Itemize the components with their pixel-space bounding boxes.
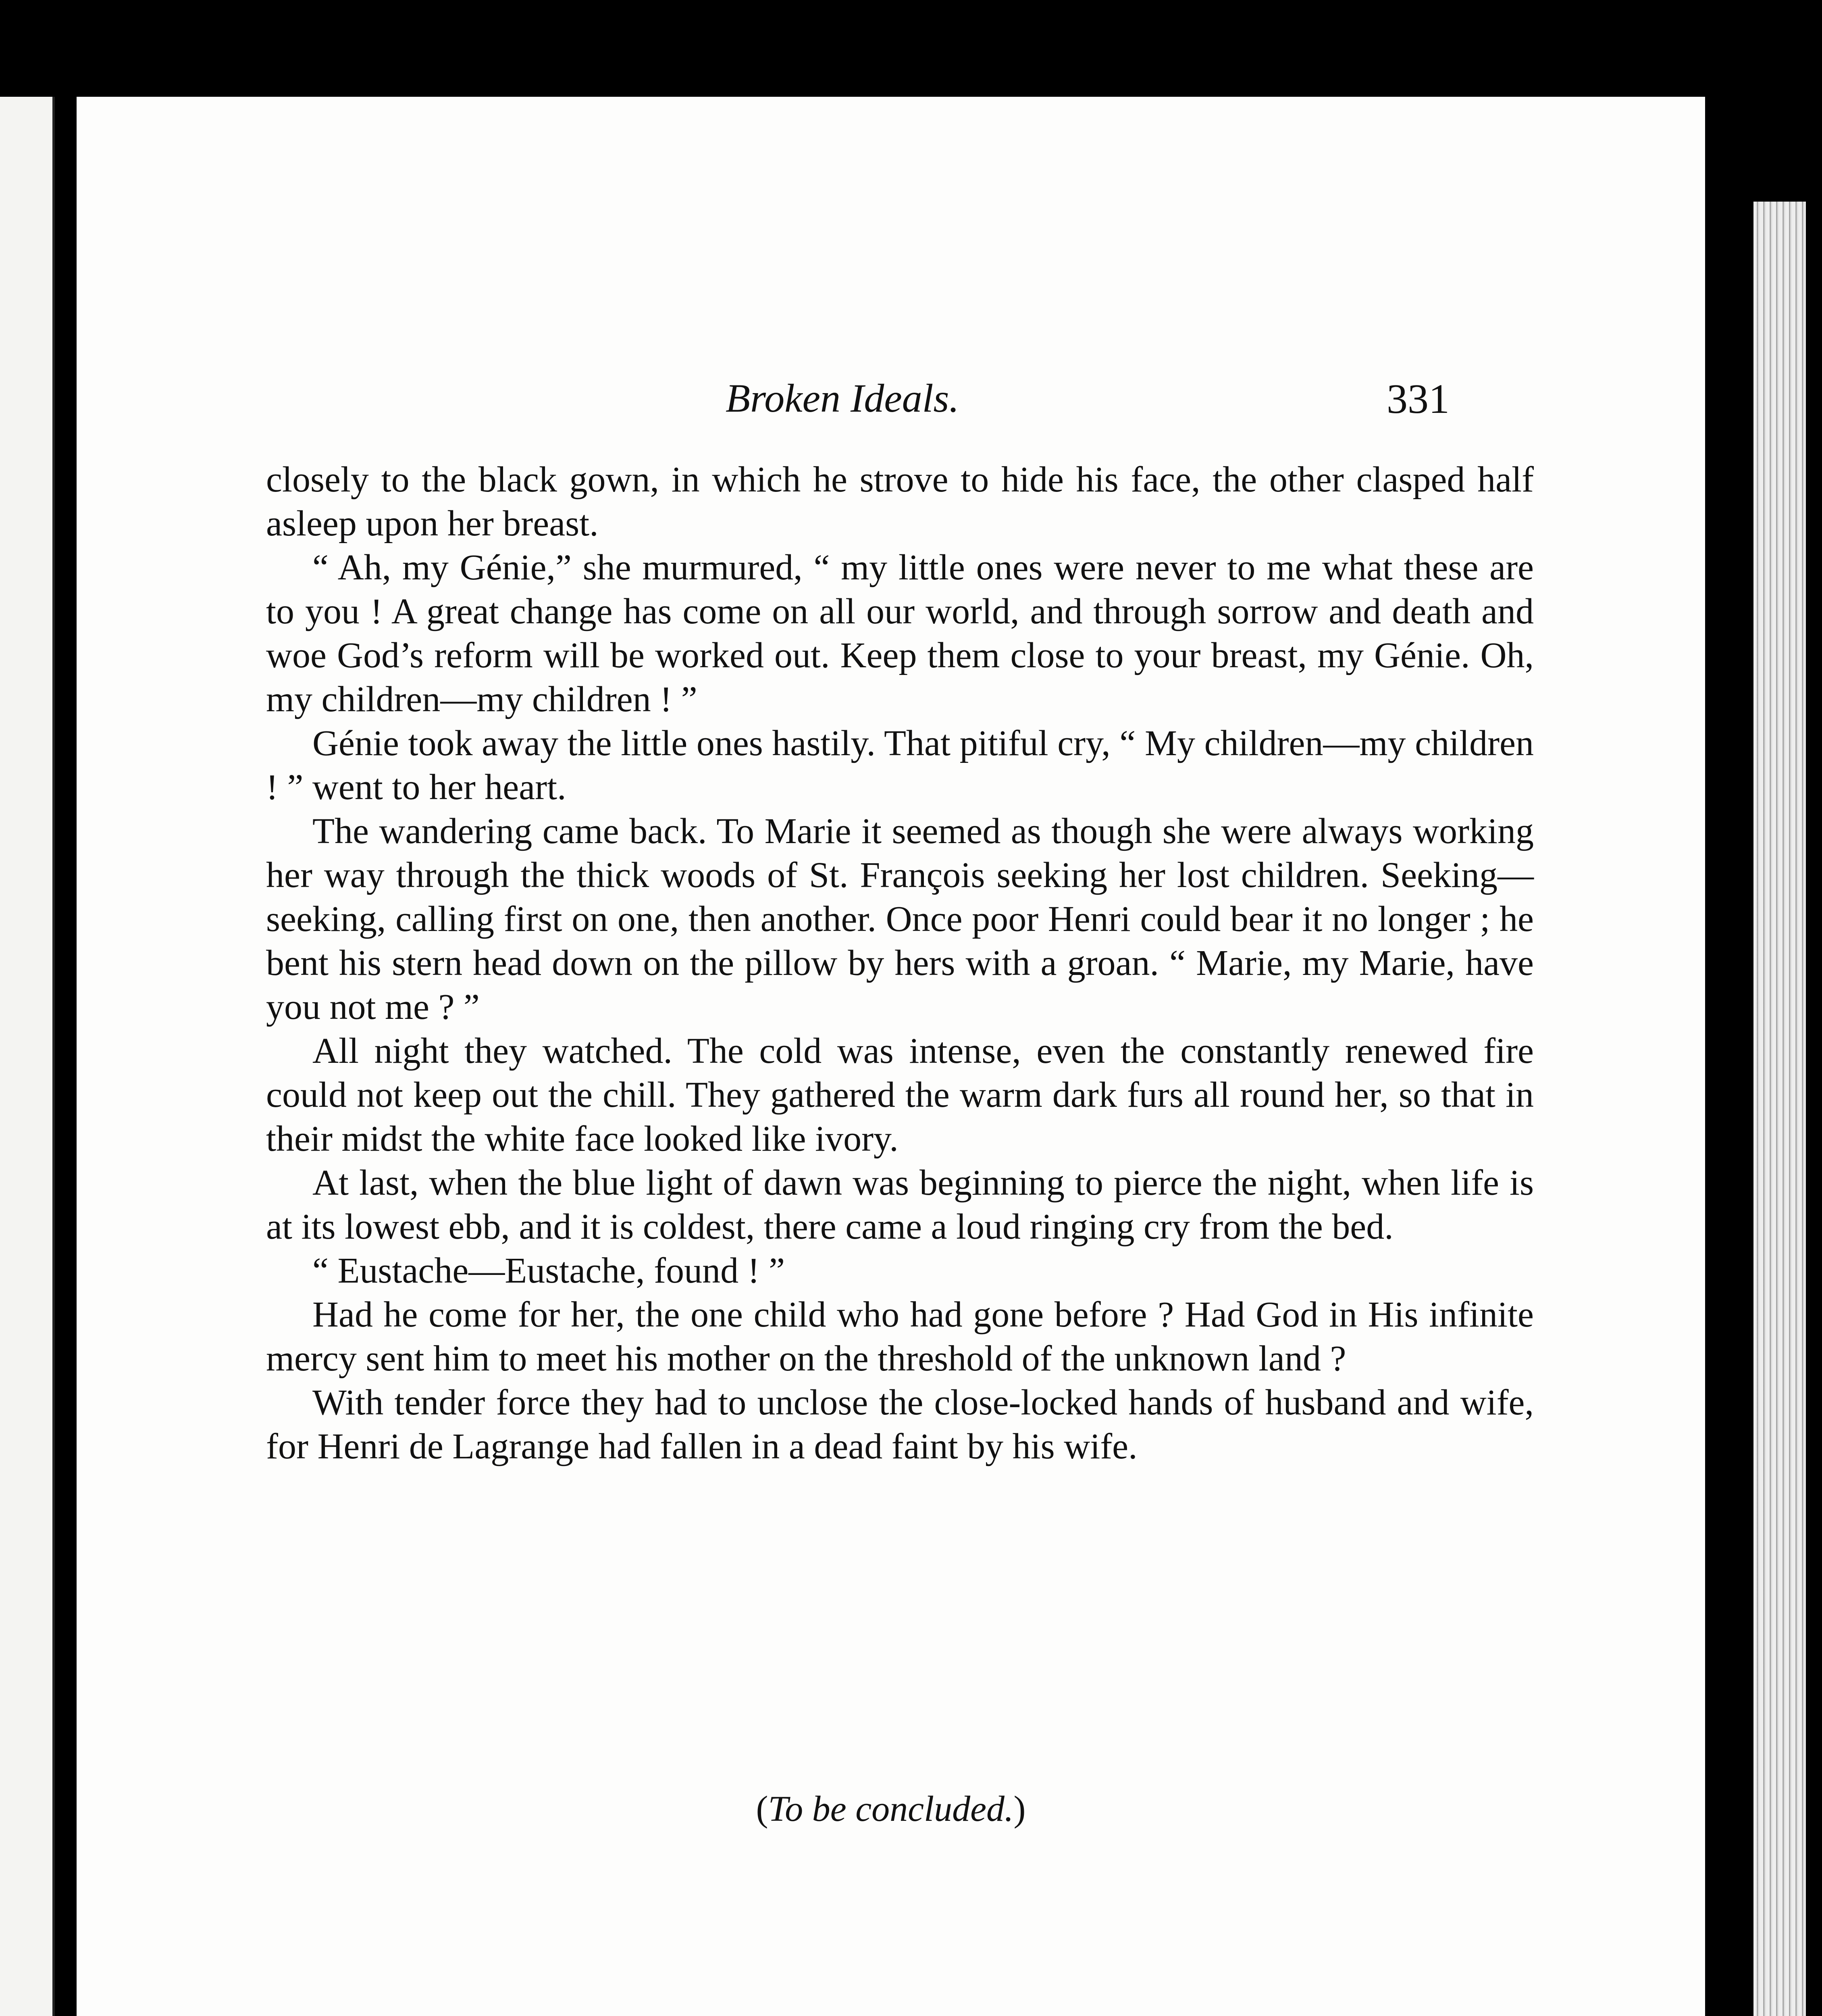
running-title: Broken Ideals. bbox=[726, 376, 959, 421]
open-paren: ( bbox=[756, 1789, 768, 1829]
paragraph: At last, when the blue light of dawn was beginning to pierce the night, when life is at its lowest ebb, and it is coldest, there came a loud ringing cry from the bed. bbox=[266, 1163, 1534, 1247]
paragraph: All night they watched. The cold was intense, even the constantly renewed fire could not keep out the chill. They gathered the warm dark furs all round her, so that in their midst the white face looked like ivory. bbox=[266, 1031, 1534, 1159]
page-edge-stack bbox=[1753, 202, 1806, 2016]
paragraph: The wandering came back. To Marie it seemed as though she were always working her way through the thick woods of St. François seeking her lost children. Seeking—seeking, calling first on one, then another. Once poor Henri could bear it no longer ; he bent his stern head down on the pillow by hers with a groan. “ Marie, my Marie, have you not me ? ” bbox=[266, 811, 1534, 1027]
running-head bbox=[77, 375, 1705, 435]
paragraph: “ Ah, my Génie,” she murmured, “ my little ones were never to me what these are to you ! A great change has come on all our world, and through sorrow and death and woe God’s reform will be worked out. Keep them close to your breast, my Génie. Oh, my children—my children ! ” bbox=[266, 548, 1534, 719]
concluded-text: To be concluded. bbox=[768, 1789, 1014, 1829]
close-paren: ) bbox=[1013, 1789, 1026, 1829]
paragraph: With tender force they had to unclose the close-locked hands of husband and wife, for Henri de Lagrange had fallen in a dead faint by his wife. bbox=[266, 1383, 1534, 1466]
paragraph: closely to the black gown, in which he strove to hide his face, the other clasped half asleep upon her breast. bbox=[266, 460, 1534, 544]
page-number: 331 bbox=[1387, 376, 1450, 422]
paragraph: Génie took away the little ones hastily. That pitiful cry, “ My children—my children ! ” went to her heart. bbox=[266, 723, 1534, 807]
body-text bbox=[266, 458, 1534, 1468]
book-page bbox=[77, 97, 1705, 2016]
paragraph: Had he come for her, the one child who had gone before ? Had God in His infinite mercy sent him to meet his mother on the threshold of the unknown land ? bbox=[266, 1295, 1534, 1379]
paragraph: “ Eustache—Eustache, found ! ” bbox=[312, 1251, 785, 1291]
to-be-concluded-note bbox=[77, 1788, 1705, 1830]
previous-page-edge bbox=[0, 97, 55, 2016]
